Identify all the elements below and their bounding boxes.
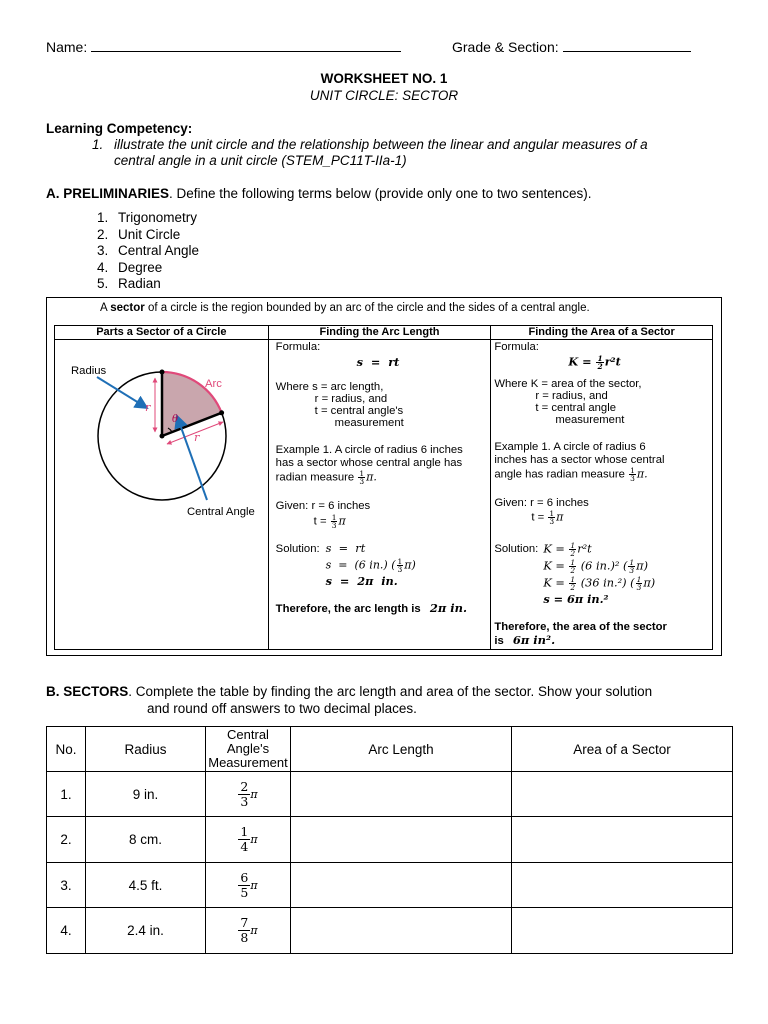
competency-heading: Learning Competency: (46, 121, 193, 136)
worksheet-subtitle: UNIT CIRCLE: SECTOR (309, 88, 459, 103)
arc-end-point (160, 370, 165, 375)
name-field-row (46, 38, 401, 55)
prelim-term: 5. Radian (112, 276, 199, 293)
arc-given-1: Given: r = 6 inches (275, 500, 371, 512)
competency-number: 1. (92, 137, 104, 152)
arc-example-line-1: Example 1. A circle of radius 6 inches (275, 444, 463, 456)
sectors-instruction-2: and round off answers to two decimal places. (147, 701, 417, 716)
arc-solution-label: Solution: (275, 543, 320, 555)
col-header-arc: Finding the Arc Length (268, 326, 491, 340)
central-angle-label: Central Angle (187, 506, 255, 518)
sector-definition (100, 302, 590, 314)
sector-diagram (55, 340, 269, 649)
row-number: 1. (47, 772, 86, 817)
prelim-term: 3. Central Angle (112, 243, 199, 260)
area-solution-label: Solution: (494, 543, 539, 555)
area-given-2: t = $\frac{1}{3}$ π (531, 509, 564, 526)
sectors-header-row (47, 727, 733, 772)
arc-solution-step-2: s = (6 in.) ( $\frac{1}{3}$ π) (325, 557, 416, 574)
arc-where-1: Where s = arc length, (275, 381, 384, 393)
row-area-answer[interactable] (512, 908, 733, 954)
table-row (47, 772, 733, 817)
table-row (47, 817, 733, 863)
area-solution-step-3: K = $\frac{1}{2}$ (36 in.²) ( $\frac{1}{3}$ π) (543, 575, 656, 592)
worksheet-title: WORKSHEET NO. 1 (320, 71, 448, 86)
col-header-parts: Parts a Sector of a Circle (55, 326, 269, 340)
table-row (47, 908, 733, 954)
area-example-line-3: angle has radian measure $\frac{1}{3}$ π. (494, 466, 648, 483)
row-area-answer[interactable] (512, 772, 733, 817)
prelim-heading: A. PRELIMINARIES (46, 186, 170, 201)
row-arc-length-answer[interactable] (291, 817, 512, 863)
sector-definition-term: sector (110, 302, 145, 314)
sectors-table (46, 726, 733, 954)
name-label: Name: (46, 39, 88, 55)
arc-example-line-2: has a sector whose central angle has (275, 457, 463, 469)
grade-blank-line[interactable] (563, 38, 691, 52)
row-arc-length-answer[interactable] (291, 772, 512, 817)
area-conclusion-1: Therefore, the area of the sector (494, 621, 667, 633)
arc-example-line-3: radian measure $\frac{1}{3}$ π. (275, 469, 377, 486)
arc-given-2: t = $\frac{1}{3}$ π (313, 513, 346, 530)
row-radius: 4.5 ft. (86, 863, 206, 908)
sector-definition-pre: A (100, 302, 111, 314)
prelim-term-list (88, 210, 199, 293)
arc-formula-label: Formula: (275, 341, 321, 353)
arc-end-point (219, 410, 224, 415)
arc-conclusion: Therefore, the arc length is 2π in. (275, 601, 467, 615)
arc-where-4: measurement (334, 417, 404, 429)
grade-field-row (452, 38, 691, 55)
competency-line-1: illustrate the unit circle and the relationship between the linear and angular measures of a (114, 137, 648, 152)
sectors-instruction-1: . Complete the table by finding the arc length and area of the sector. Show your solution (128, 684, 653, 699)
competency-line-2: central angle in a unit circle (STEM_PC11T-IIa-1) (114, 153, 407, 168)
arc-solution-step-3: s = 2π in. (325, 574, 398, 588)
arc-label: Arc (205, 378, 222, 390)
col-header-no: No. (47, 727, 86, 772)
area-where-3: t = central angle (535, 402, 617, 414)
prelim-term: 4. Degree (112, 260, 199, 277)
prelim-term: 2. Unit Circle (112, 227, 199, 244)
col-header-area: Area of a Sector (512, 727, 733, 772)
table-row (47, 863, 733, 908)
row-number: 3. (47, 863, 86, 908)
area-solution-step-1: K = $\frac{1}{2}$ r²t (543, 541, 592, 558)
arc-where-3: t = central angle's (314, 405, 404, 417)
sector-definition-post: of a circle is the region bounded by an arc of the circle and the sides of a central angle. (144, 302, 590, 314)
prelim-instruction: . Define the following terms below (provide only one to two sentences). (169, 186, 592, 201)
row-central-angle: $\frac{7}{8}$ π (206, 908, 291, 954)
row-central-angle: $\frac{6}{5}$ π (206, 863, 291, 908)
radius-symbol-vertical: r (145, 401, 151, 414)
row-radius: 2.4 in. (86, 908, 206, 954)
area-formula: K = $\frac{1}{2}$ r²t (568, 354, 621, 371)
col-header-arc-length: Arc Length (291, 727, 512, 772)
area-where-2: r = radius, and (535, 390, 608, 402)
row-arc-length-answer[interactable] (291, 863, 512, 908)
area-where-4: measurement (555, 414, 625, 426)
arc-where-2: r = radius, and (314, 393, 388, 405)
sectors-heading-row (46, 684, 652, 699)
grade-label: Grade & Section: (452, 39, 559, 55)
center-point (160, 434, 165, 439)
area-where-1: Where K = area of the sector, (494, 378, 642, 390)
row-number: 4. (47, 908, 86, 954)
area-solution-step-4: s = 6π in.² (543, 592, 609, 606)
arc-length-cell (268, 340, 491, 650)
area-conclusion-2: is 6π in². (494, 633, 556, 647)
row-radius: 9 in. (86, 772, 206, 817)
name-blank-line[interactable] (91, 38, 401, 52)
col-header-central-angle: Central Angle's Measurement (206, 727, 291, 772)
row-central-angle: $\frac{2}{3}$ π (206, 772, 291, 817)
area-formula-label: Formula: (494, 341, 539, 353)
col-header-radius: Radius (86, 727, 206, 772)
arc-formula: s = rt (356, 355, 400, 369)
sectors-heading: B. SECTORS (46, 684, 129, 699)
area-given-1: Given: r = 6 inches (494, 497, 589, 509)
col-header-area: Finding the Area of a Sector (491, 326, 713, 340)
row-area-answer[interactable] (512, 863, 733, 908)
theta-symbol: θ (172, 414, 179, 425)
sector-methods-table (54, 325, 713, 650)
row-radius: 8 cm. (86, 817, 206, 863)
central-angle-pointer-arrow (177, 416, 207, 500)
arc-solution-step-1: s = rt (325, 542, 366, 555)
row-number: 2. (47, 817, 86, 863)
area-example-line-1: Example 1. A circle of radius 6 (494, 441, 646, 453)
area-example-line-2: inches has a sector whose central (494, 454, 665, 466)
prelim-term: 1. Trigonometry (112, 210, 199, 227)
diagram-cell (55, 340, 269, 650)
radius-label: Radius (71, 365, 107, 377)
area-solution-step-2: K = $\frac{1}{2}$ (6 in.)² ( $\frac{1}{3}$ π) (543, 558, 649, 575)
radius-symbol-slant: r (194, 431, 200, 444)
row-central-angle: $\frac{1}{4}$ π (206, 817, 291, 863)
area-cell (491, 340, 713, 650)
row-arc-length-answer[interactable] (291, 908, 512, 954)
row-area-answer[interactable] (512, 817, 733, 863)
radius-pointer-arrow (97, 377, 147, 408)
prelim-heading-row (46, 186, 591, 201)
